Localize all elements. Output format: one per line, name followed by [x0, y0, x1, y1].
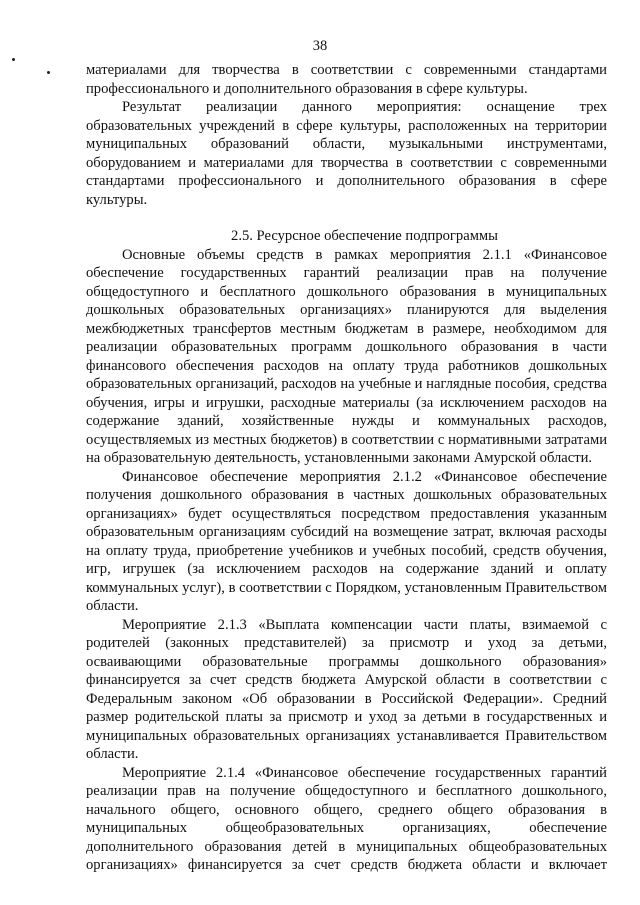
paragraph-continuation: материалами для творчества в соответствии с современными стандартами профессионального и дополнительного образования в сфере культуры.	[86, 62, 607, 97]
paragraph-result: Результат реализации данного мероприятия: оснащение трех образовательных учреждений в сфере культуры, расположенных на территории муниципальных образований области, музыкальными инструментами, оборудованием и материалами для творчества в соответствии с современными стандартами профессионального и дополнительного образования в сфере культуры.	[86, 99, 607, 208]
page-number: 38	[312, 38, 328, 54]
scan-speck	[47, 71, 50, 74]
section-heading: 2.5. Ресурсное обеспечение подпрограммы	[231, 228, 498, 244]
document-body	[86, 61, 607, 875]
paragraph-measure-2-1-1: Основные объемы средств в рамках мероприятия 2.1.1 «Финансовое обеспечение государственных гарантий реализации прав на получение общедоступного и бесплатного дошкольного образования в муниципальных дошкольных образовательных организациях» планируются для выделения межбюджетных трансфертов местным бюджетам в размере, необходимом для реализации образовательных программ дошкольного образования в части финансового обеспечения расходов на оплату труда работников дошкольных образовательных организаций, расходов на учебные и наглядные пособия, средства обучения, игры и игрушки, расходные материалы (за исключением расходов на содержание зданий, хозяйственные нужды и коммунальных расходов, осуществляемых из местных бюджетов) в соответствии с нормативными затратами на образовательную деятельность, установленными законами Амурской области.	[86, 246, 607, 466]
paragraph-measure-2-1-4: Мероприятие 2.1.4 «Финансовое обеспечение государственных гарантий реализации прав на получение общедоступного и бесплатного дошкольного, начального общего, основного общего, среднего общего образования в муниципальных общеобразовательных организациях, обеспечение дополнительного образования детей в муниципальных общеобразовательных организациях» финансируется за счет средств бюджета области и включает	[86, 764, 607, 873]
section-heading-wrapper	[86, 227, 607, 246]
scan-speck	[12, 58, 15, 61]
paragraph-measure-2-1-3: Мероприятие 2.1.3 «Выплата компенсации части платы, взимаемой с родителей (законных представителей) за присмотр и уход за детьми, осваивающими образовательные программы дошкольного образования» финансируется за счет средств бюджета Амурской области в соответствии с Федеральным законом «Об образовании в Российской Федерации». Средний размер родительской платы за присмотр и уход за детьми в государственных и муниципальных образовательных организациях устанавливается Правительством области.	[86, 616, 607, 762]
paragraph-measure-2-1-2: Финансовое обеспечение мероприятия 2.1.2 «Финансовое обеспечение получения дошкольного образования в частных дошкольных образовательных организациях» будет осуществляться посредством предоставления указанным образовательным организациям субсидий на возмещение затрат, включая расходы на оплату труда, приобретение учебников и учебных пособий, средств обучения, игр, игрушек (за исключением расходов на содержание зданий и оплату коммунальных услуг), в соответствии с Порядком, установленным Правительством области.	[86, 468, 607, 614]
